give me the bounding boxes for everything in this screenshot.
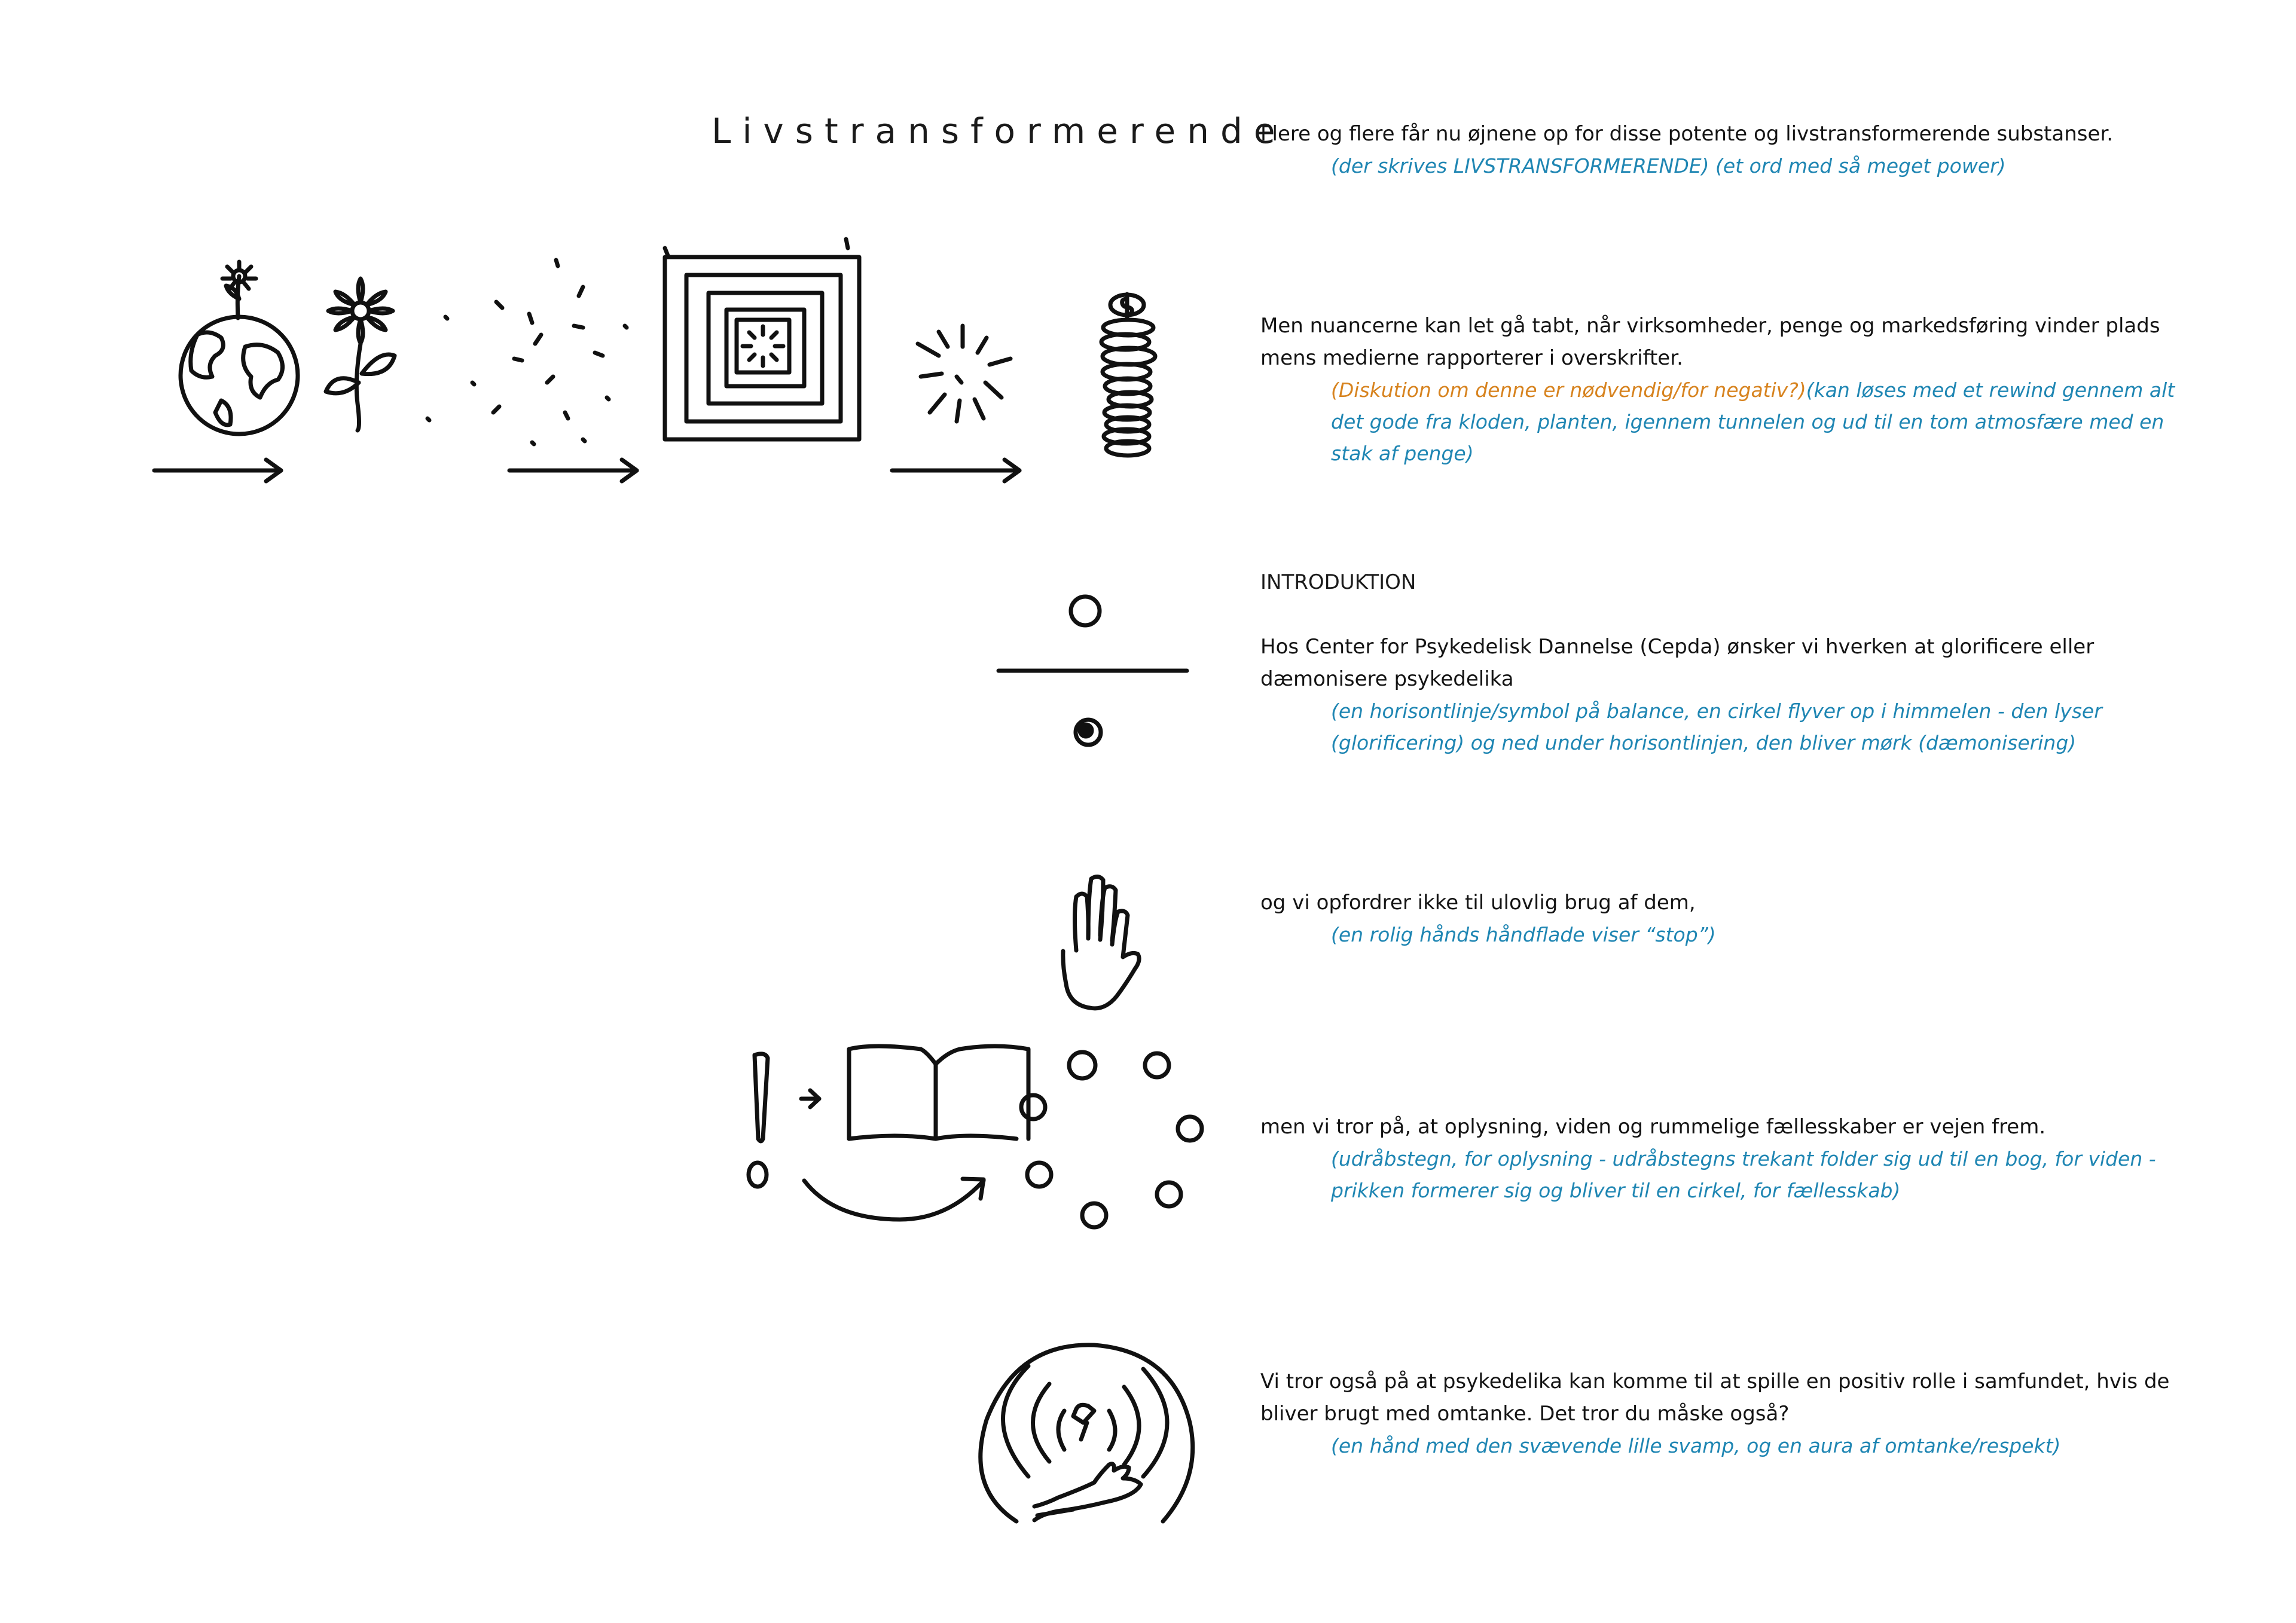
note-highlight: (Diskution om denne er nødvendig/for negativ?) <box>1331 378 1806 402</box>
dot-circle-icon <box>1021 1052 1202 1227</box>
mushroom-aura-hand-icon <box>981 1345 1193 1521</box>
section-text: Flere og flere får nu øjnene op for disse potente og livstransformerende substanser. <box>1260 122 2114 146</box>
section-note: (udråbstegn, for oplysning - udråbstegns trekant folder sig ud til en bog, for viden - prikken formerer sig og bliver til en cirkel, for fællesskab) <box>1331 1147 2156 1202</box>
section-note: (en horisontlinje/symbol på balance, en cirkel flyver op i himmelen - den lyser (glorificering) og ned under horisontlinjen, den bliver mørk (dæmonisering) <box>1331 699 2102 754</box>
exclamation-icon <box>749 1054 819 1187</box>
arrow-icon <box>509 460 637 481</box>
book-icon <box>849 1046 1028 1139</box>
curved-arrow-icon <box>804 1179 984 1219</box>
section-note: (der skrives LIVSTRANSFORMERENDE) (et ord med så meget power) <box>1331 154 2006 178</box>
section-text: Men nuancerne kan let gå tabt, når virksomheder, penge og markedsføring vinder plads mens medierne rapporterer i overskrifter. <box>1260 314 2160 370</box>
section-note: (en hånd med den svævende lille svamp, og en aura af omtanke/respekt) <box>1331 1434 2061 1457</box>
earth-with-sprout-icon <box>181 262 298 434</box>
section-text: men vi tror på, at oplysning, viden og rummelige fællesskaber er vejen frem. <box>1260 1115 2046 1139</box>
page-title: Livstransformerende <box>712 111 1287 151</box>
spark-icon <box>918 326 1010 421</box>
coin-stack-icon <box>1101 294 1155 456</box>
section-heading: INTRODUKTION <box>1260 570 1416 594</box>
tunnel-icon <box>665 239 859 439</box>
section-text: og vi opfordrer ikke til ulovlig brug af dem, <box>1260 891 1696 915</box>
scattered-dust-icon <box>428 260 627 444</box>
section-text: Vi tror også på at psykedelika kan komme til at spille en positiv rolle i samfundet, hvis de bliver brugt med omtanke. Det tror du måske også? <box>1260 1370 2170 1426</box>
section-text: Hos Center for Psykedelisk Dannelse (Cepda) ønsker vi hverken at glorificere eller dæmonisere psykedelika <box>1260 635 2095 691</box>
arrow-icon <box>154 460 281 481</box>
balance-horizon-icon <box>999 597 1187 745</box>
arrow-icon <box>892 460 1019 481</box>
flower-icon <box>326 279 395 430</box>
note-rest: (kan løses med et rewind gennem alt det gode fra kloden, planten, igennem tunnelen og ud til en tom atmosfære med en stak af penge) <box>1331 378 2175 465</box>
stop-hand-icon <box>1063 876 1139 1008</box>
section-note: (en rolig hånds håndflade viser “stop”) <box>1331 923 1716 946</box>
